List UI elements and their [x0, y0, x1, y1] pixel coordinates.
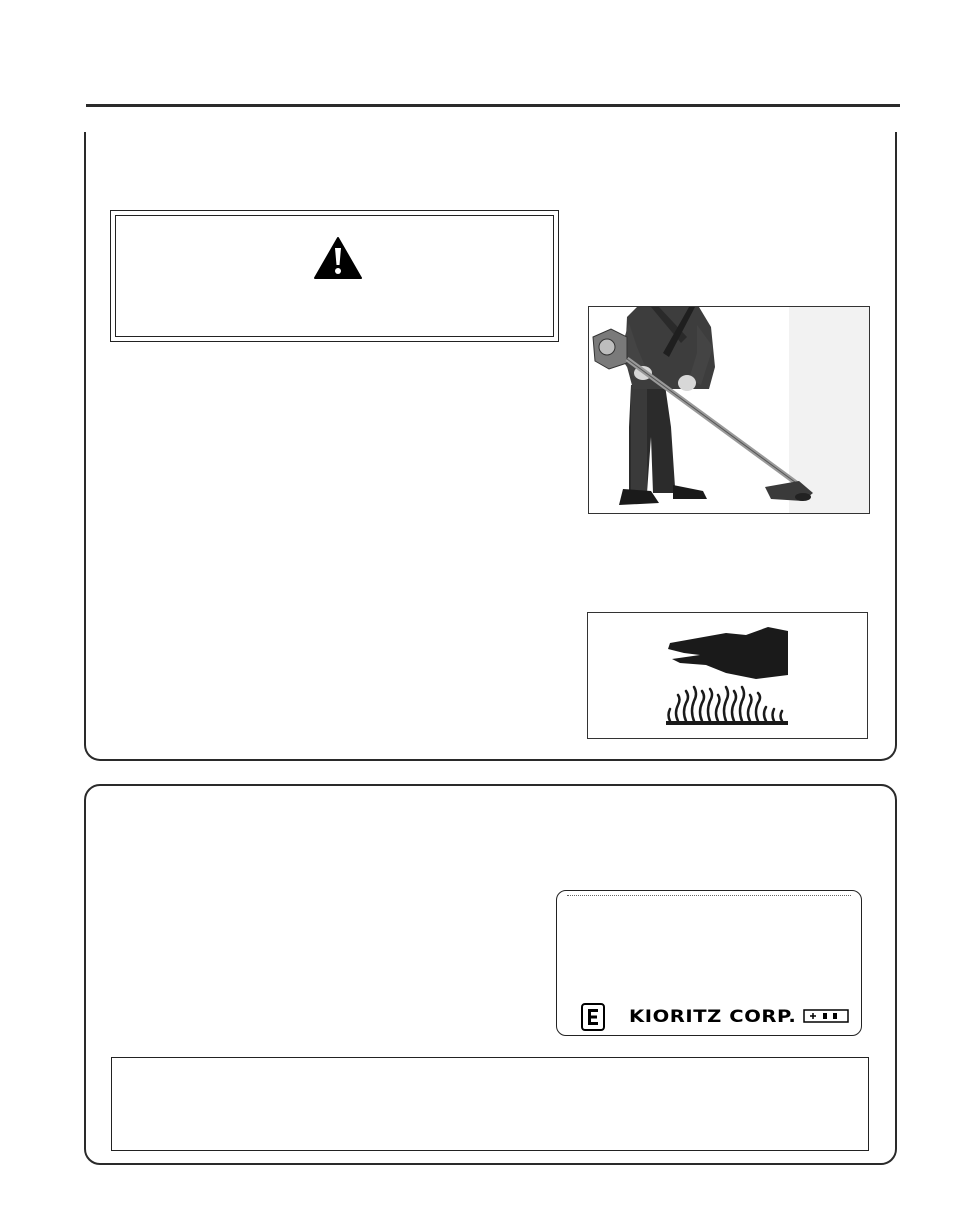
operator-trimmer-photo — [588, 306, 870, 514]
product-label-plate — [556, 890, 862, 1036]
kioritz-emblem-icon — [581, 1003, 605, 1031]
hot-surface-pictogram — [587, 612, 868, 739]
header-rule — [86, 104, 900, 107]
warning-triangle-icon — [313, 236, 363, 280]
plate-top-border — [567, 895, 851, 896]
brand-tag-icon — [803, 1009, 849, 1023]
notice-box — [111, 1057, 869, 1151]
hot-surface-hand-icon — [588, 613, 869, 740]
operator-illustration — [589, 307, 870, 514]
plate-brand-row — [581, 1001, 849, 1031]
warning-callout-inner — [115, 215, 554, 337]
company-name: KIORITZ CORP. — [629, 1007, 797, 1027]
warning-callout-box — [110, 210, 559, 342]
